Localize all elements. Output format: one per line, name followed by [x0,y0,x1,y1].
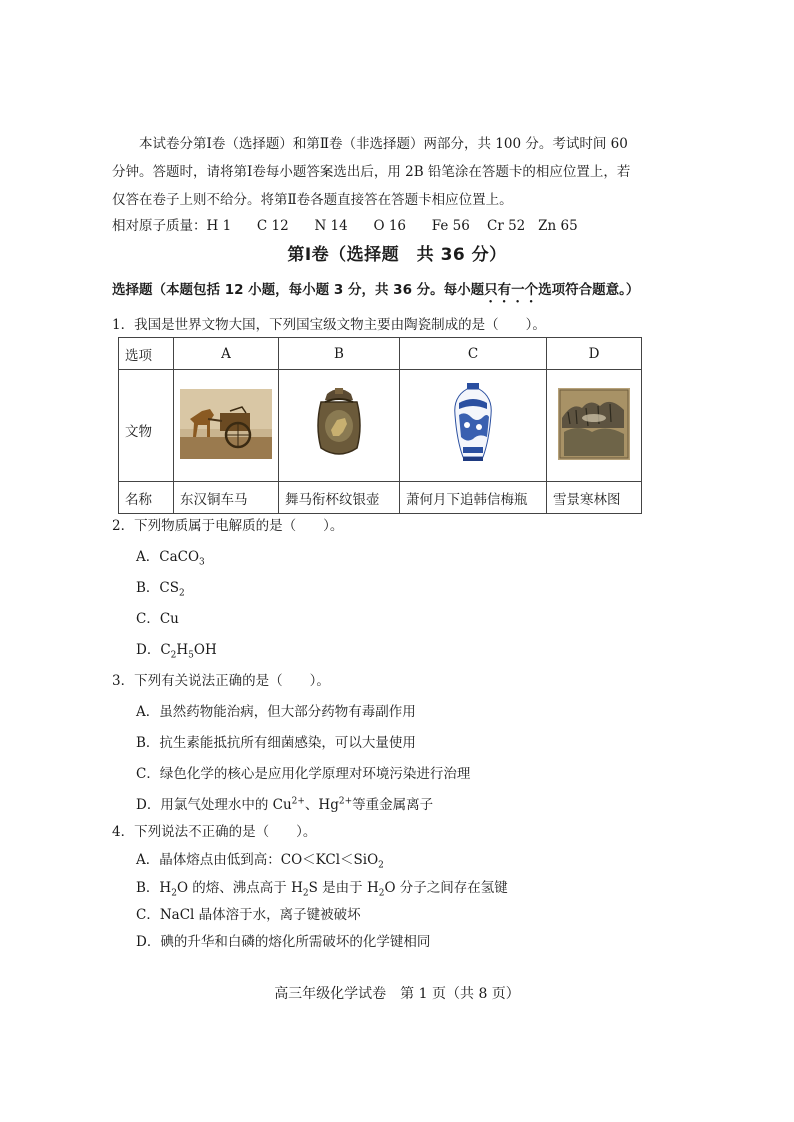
question-4-option-d: D．碘的升华和白磷的熔化所需破坏的化学键相同 [136,934,431,950]
question-4-option-a: A．晶体熔点由低到高：CO＜KCl＜SiO$_2$ [136,852,384,871]
instructions-line-3: 仅答在卷子上则不给分。将第Ⅱ卷各题直接答在答题卡相应位置上。 [112,192,513,208]
question-1-stem: 1．我国是世界文物大国，下列国宝级文物主要由陶瓷制成的是（ ）。 [112,317,546,333]
question-3-option-d: D．用氯气处理水中的 $Cu^{2+}$、$Hg^{2+}$等重金属离子 [136,796,434,813]
question-4-stem: 4．下列说法不正确的是（ ）。 [112,824,317,840]
option-c-header: C [400,338,547,370]
table-row [119,482,642,514]
instructions-line-2: 分钟。答题时，请将第Ⅰ卷每小题答案选出后，用 2B 铅笔涂在答题卡的相应位置上，若 [112,164,631,180]
bronze-chariot-image [174,370,279,482]
option-d-name: 雪景寒林图 [547,482,642,514]
atomic-masses: 相对原子质量：H 1 C 12 N 14 O 16 Fe 56 Cr 52 Zn 65 [112,218,578,234]
plum-vase-image [400,370,547,482]
question-4-option-c: C．NaCl 晶体溶于水，离子键被破坏 [136,907,361,923]
artifact-table [118,337,642,514]
page-footer: 高三年级化学试卷 第 1 页（共 8 页） [274,986,520,1002]
question-3-stem: 3．下列有关说法正确的是（ ）。 [112,673,330,689]
section-description: 选择题（本题包括 12 小题，每小题 3 分，共 36 分。每小题只有一个选项符合题意。） [112,282,640,298]
row-label-option: 选项 [119,338,174,370]
question-2-option-d: D．$C_2H_5OH$ [136,642,217,661]
table-row [119,338,642,370]
option-d-header: D [547,338,642,370]
table-row [119,370,642,482]
option-b-header: B [279,338,400,370]
question-2-option-b: B．$CS_2$ [136,580,185,599]
question-3-option-c: C．绿色化学的核心是应用化学原理对环境污染进行治理 [136,766,471,782]
option-a-header: A [174,338,279,370]
question-3-option-a: A．虽然药物能治病，但大部分药物有毒副作用 [136,704,416,720]
question-2-option-c: C．Cu [136,611,179,627]
option-b-name: 舞马衔杯纹银壶 [279,482,400,514]
question-2-stem: 2．下列物质属于电解质的是（ ）。 [112,518,344,534]
instructions-line-1: 本试卷分第Ⅰ卷（选择题）和第Ⅱ卷（非选择题）两部分，共 100 分。考试时间 60 [139,136,628,152]
emphasis-only-one: 只有一个 [484,282,539,298]
question-2-option-a: A．CaCO$_3$ [136,549,205,568]
instructions [112,130,672,214]
row-label-artifact: 文物 [119,370,174,482]
question-4-option-b: B．$H_2O$ 的熔、沸点高于 $H_2S$ 是由于 $H_2O$ 分子之间存在氢键 [136,880,508,899]
silver-pot-image [279,370,400,482]
question-3-option-b: B．抗生素能抵抗所有细菌感染，可以大量使用 [136,735,416,751]
row-label-name: 名称 [119,482,174,514]
snow-forest-painting-image [547,370,642,482]
option-c-name: 萧何月下追韩信梅瓶 [400,482,547,514]
option-a-name: 东汉铜车马 [174,482,279,514]
section-title: 第Ⅰ卷（选择题 共 36 分） [287,245,507,265]
